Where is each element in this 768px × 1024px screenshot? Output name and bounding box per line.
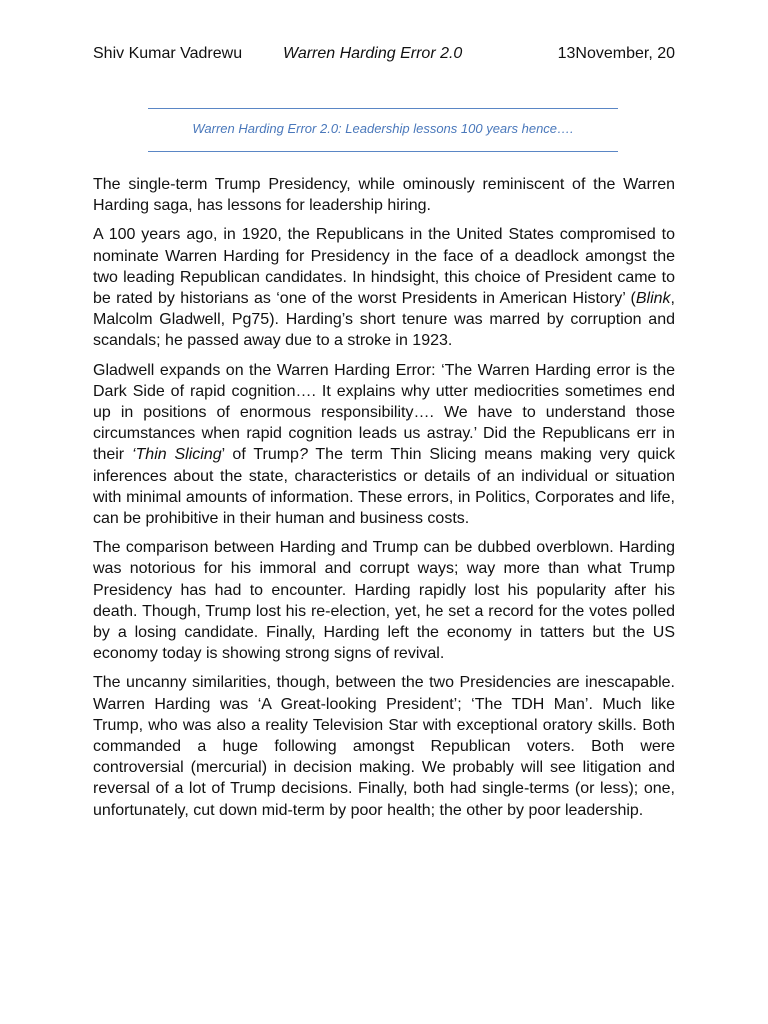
paragraph-3-text-e: The term Thin Slicing means making very quick inferences about the state, characteristics or details of an individual or situation with minimal amounts of information. These errors, in Politics, Corporates and life, can be prohibitive in their human and business costs.: [93, 446, 675, 528]
paragraph-3: [93, 360, 675, 530]
banner-top-rule: [148, 108, 618, 109]
paragraph-5: The uncanny similarities, though, between the two Presidencies are inescapable. Warren Harding was ‘A Great-looking President’; ‘The TDH Man’. Much like Trump, who was also a reality Television Star with exceptional oratory skills. Both commanded a huge following amongst Republican voters. Both were controversial (mercurial) in decision making. We probably will see litigation and reversal of a lot of Trump decisions. Finally, both had single-terms (or less); one, unfortunately, cut down mid-term by poor health; the other by poor leadership.: [93, 674, 675, 819]
banner-bottom-rule: [148, 151, 618, 152]
paragraph-3-text-a: Gladwell expands on the Warren Harding Error: ‘The Warren Harding error is the Dark Side of rapid cognition…. It explains why utter mediocrities sometimes end up in positions of enormous responsibility…. We have to understand those circumstances when rapid cognition leads us astray.’ Did the Republicans err in their: [93, 361, 675, 464]
subtitle-banner: [148, 108, 620, 152]
page-header: [93, 43, 675, 65]
paragraph-1: The single-term Trump Presidency, while ominously reminiscent of the Warren Harding saga, has lessons for leadership hiring.: [93, 176, 675, 215]
article-body: [93, 174, 675, 829]
header-title: Warren Harding Error 2.0: [283, 45, 463, 62]
paragraph-3-question-mark: ?: [298, 446, 308, 464]
paragraph-4: The comparison between Harding and Trump can be dubbed overblown. Harding was notorious for his immoral and corrupt ways; way more than what Trump Presidency has had to encounter. Harding rapidly lost his popularity after his death. Though, Trump lost his re-election, yet, he set a record for the votes polled by a losing candidate. Finally, Harding left the economy in tatters but the US economy today is showing strong signs of revival.: [93, 539, 675, 663]
paragraph-3-text-c: ’ of Trump: [221, 446, 299, 464]
paragraph-2-text-a: A 100 years ago, in 1920, the Republicans in the United States compromised to nominate Warren Harding for Presidency in the face of a deadlock amongst the two leading Republican candidates. In hindsight, this choice of President came to be rated by historians as ‘one of the worst Presidents in American History’ (: [93, 226, 675, 308]
header-date: 13November, 20: [557, 45, 675, 62]
thin-slicing-term: ‘Thin Slicing: [131, 446, 222, 464]
header-author: Shiv Kumar Vadrewu: [93, 45, 243, 62]
book-title-blink: Blink: [635, 290, 671, 308]
paragraph-2-text-c: , Malcolm Gladwell, Pg75). Harding’s short tenure was marred by corruption and scandals; he passed away due to a stroke in 1923.: [93, 290, 675, 350]
paragraph-2: [93, 224, 675, 351]
document-subtitle: Warren Harding Error 2.0: Leadership lessons 100 years hence….: [192, 121, 574, 136]
